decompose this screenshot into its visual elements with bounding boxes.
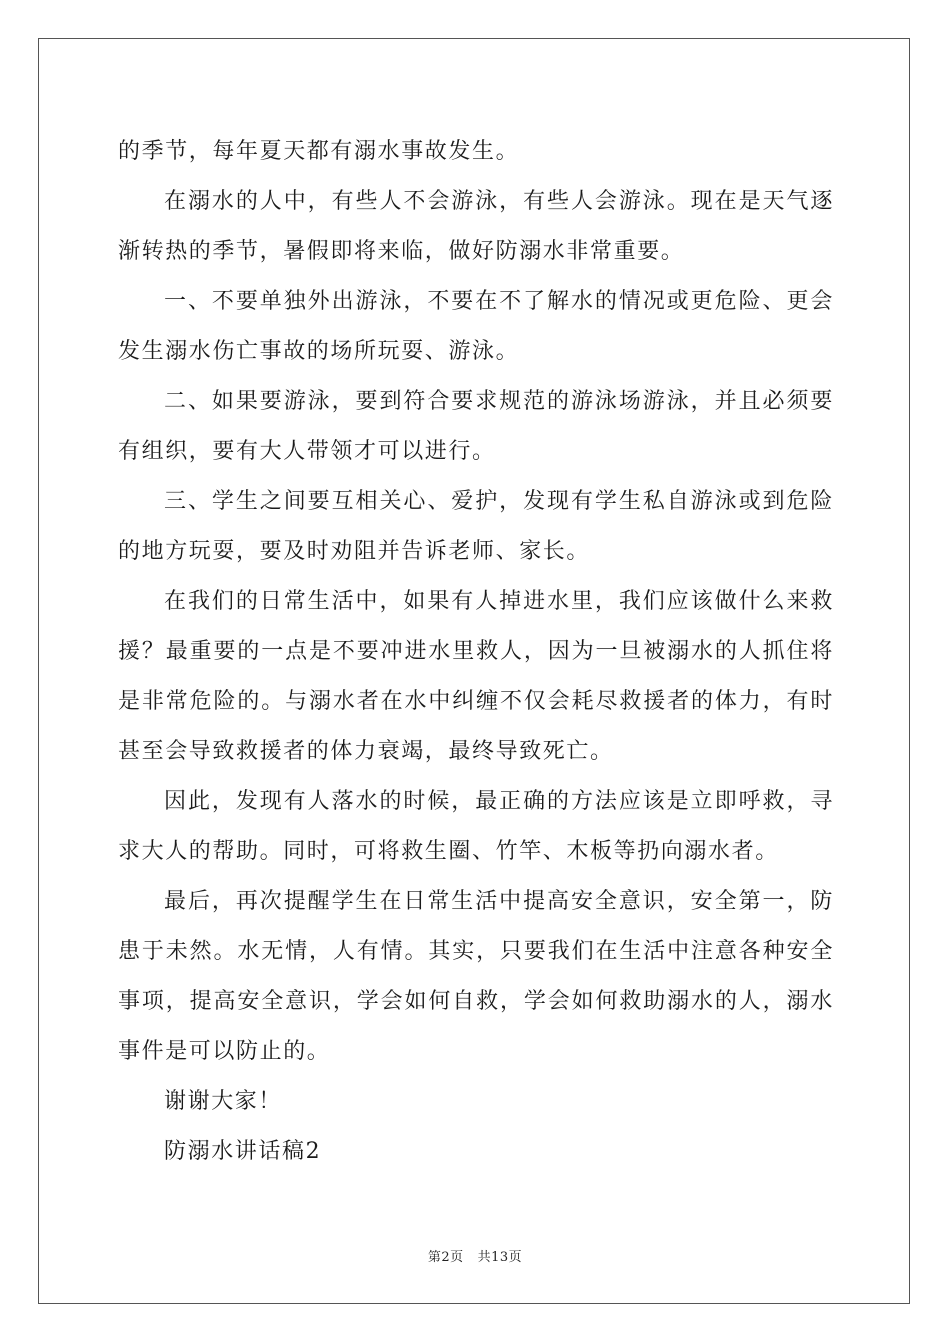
document-body bbox=[118, 127, 834, 1177]
page-number: 第2页 bbox=[427, 1250, 464, 1265]
paragraph-rule-2: 二、如果要游泳，要到符合要求规范的游泳场游泳，并且必须要有组织，要有大人带领才可以进行。 bbox=[118, 389, 834, 464]
paragraph-rule-3: 三、学生之间要互相关心、爱护，发现有学生私自游泳或到危险的地方玩耍，要及时劝阻并告诉老师、家长。 bbox=[118, 489, 834, 564]
section-title: 防溺水讲话稿2 bbox=[164, 1139, 322, 1164]
paragraph: 在溺水的人中，有些人不会游泳，有些人会游泳。现在是天气逐渐转热的季节，暑假即将来临，做好防溺水非常重要。 bbox=[118, 189, 834, 264]
paragraph-continuation: 的季节，每年夏天都有溺水事故发生。 bbox=[118, 139, 520, 164]
paragraph-rule-1: 一、不要单独外出游泳，不要在不了解水的情况或更危险、更会发生溺水伤亡事故的场所玩耍、游泳。 bbox=[118, 289, 834, 364]
paragraph: 在我们的日常生活中，如果有人掉进水里，我们应该做什么来救援？最重要的一点是不要冲进水里救人，因为一旦被溺水的人抓住将是非常危险的。与溺水者在水中纠缠不仅会耗尽救援者的体力，有时甚至会导致救援者的体力衰竭，最终导致死亡。 bbox=[118, 589, 834, 764]
paragraph: 最后，再次提醒学生在日常生活中提高安全意识，安全第一，防患于未然。水无情，人有情。其实，只要我们在生活中注意各种安全事项，提高安全意识，学会如何自救，学会如何救助溺水的人，溺水事件是可以防止的。 bbox=[118, 889, 834, 1064]
paragraph: 因此，发现有人落水的时候，最正确的方法应该是立即呼救，寻求大人的帮助。同时，可将救生圈、竹竿、木板等扔向溺水者。 bbox=[118, 789, 834, 864]
page-total: 共13页 bbox=[477, 1250, 523, 1265]
closing-line: 谢谢大家！ bbox=[164, 1089, 283, 1114]
page-footer bbox=[0, 1246, 950, 1265]
